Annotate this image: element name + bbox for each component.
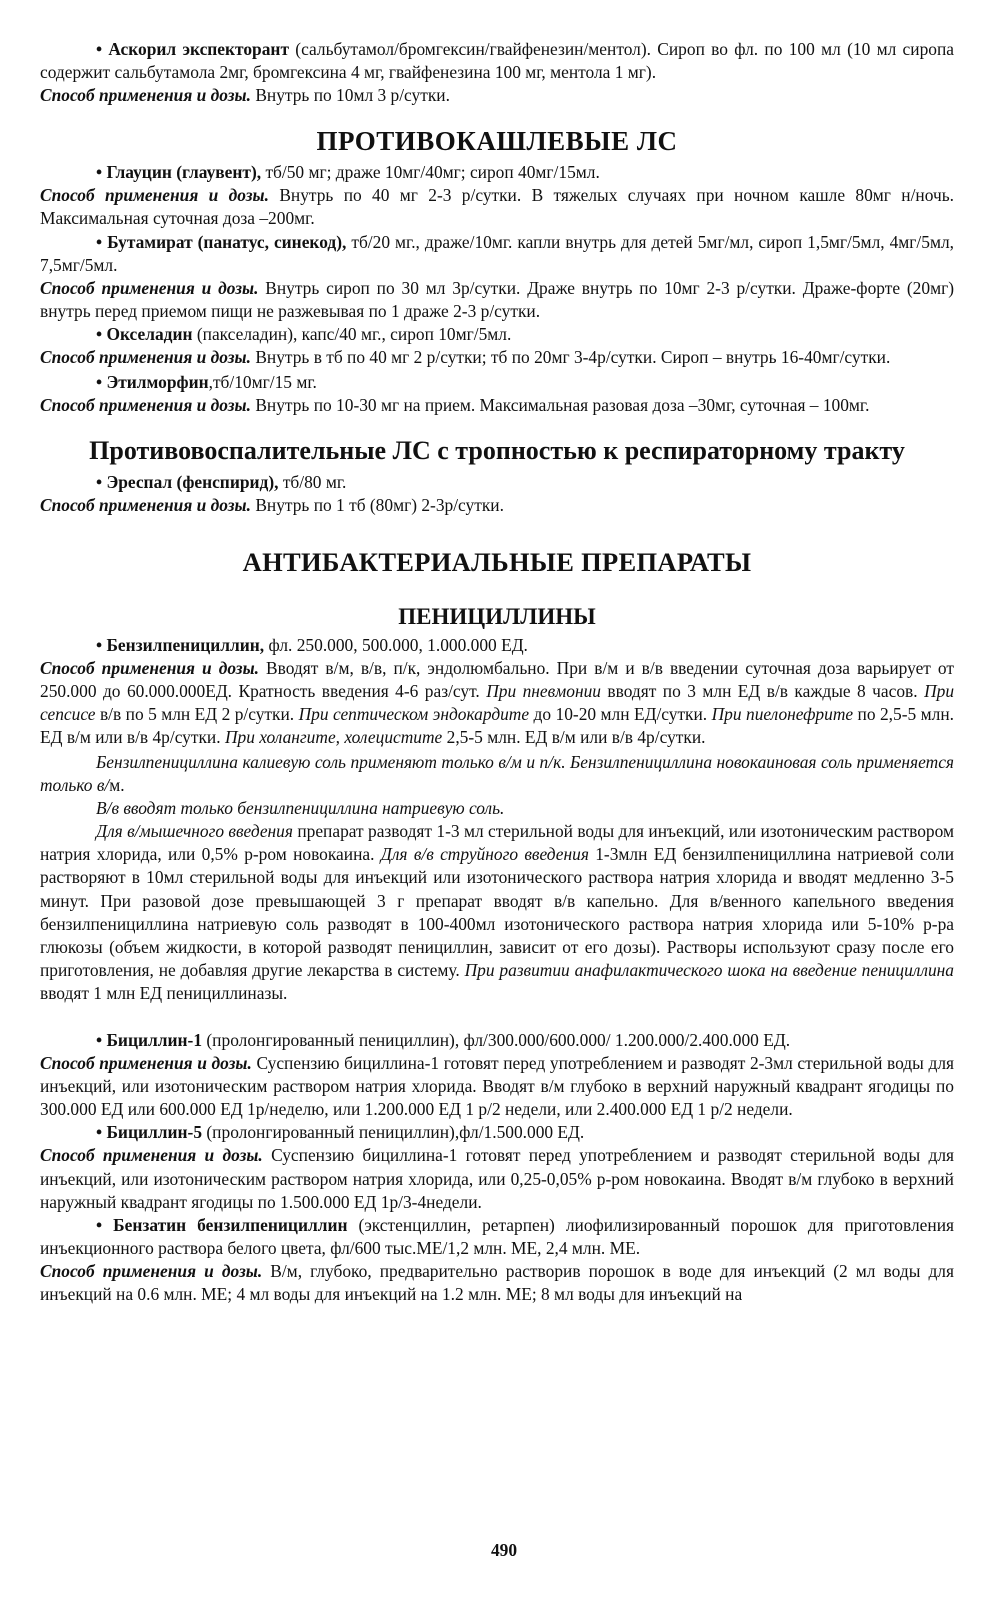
note-iv [40,797,954,820]
drug-description: (пролонгированный пенициллин), фл/300.000/600.000/ 1.200.000/2.400.000 ЕД. [202,1030,791,1050]
drug-entry-ascoril [40,38,954,84]
usage-paragraph [40,657,954,749]
usage-label: Способ применения и дозы. [40,347,251,368]
usage-label: Способ применения и дозы. [40,1260,263,1281]
drug-name: Бензатин бензилпенициллин [113,1214,348,1235]
drug-entry-ethylmorphine [40,371,954,394]
usage-paragraph [40,346,954,369]
drug-description: тб/80 мг. [278,472,347,493]
note-text: Бензилпенициллина калиевую соль применяют только в/м и п/к. Бензилпенициллина новокаиновая соль применяется только в/ [40,751,954,796]
usage-text: Вводят в/м, в/в, п/к, эндолюмбально. При в/м и в/в введении суточная доза варьирует от 250.000 до 60.000.000ЕД. Кратность введения 4-6 раз/сут. [40,657,955,701]
usage-paragraph [40,277,954,323]
usage-label: Способ применения и дозы. [40,395,251,416]
drug-description: (пролонгированный пенициллин),фл/1.500.000 ЕД. [202,1122,585,1143]
page-number: 490 [490,1540,518,1560]
drug-entry-bicillin-5 [40,1121,954,1144]
usage-label: Способ применения и дозы. [40,1145,263,1166]
usage-label: Способ применения и дозы. [40,277,259,298]
drug-name: Аскорил экспекторант [108,39,289,59]
usage-label: Способ применения и дозы. [40,85,251,106]
drug-description: тб/20 мг., драже/10мг. капли внутрь для детей 5мг/мл, сироп 1,5мг/5мл, 4мг/5мл, 7,5мг/5мл. [40,231,954,275]
preparation-paragraph [40,820,954,1005]
usage-label: Способ применения и дозы. [40,657,260,678]
drug-description: (пакселадин), капс/40 мг., сироп 10мг/5мл. [192,323,512,344]
usage-label: Способ применения и дозы. [40,1053,252,1074]
page-content [40,38,954,1306]
prep-text: 1-3млн ЕД бензилпенициллина натриевой соли растворяют в 10мл стерильной воды для инъекций или изотонического раствора натрия хлорида и вводят медленно 3-5 минут. При разовой дозе превышающей 3 г препарат вводят в/в капельно. Для в/венного капельного введения бензилпенициллина натриевую соль разводят в 100-400мл изотонического раствора натрия хлорида или 5-10% р-ра глюкозы (объем жидкости, в которой разводят пенициллин, зависит от его дозы). Растворы используют сразу после его приготовления, не добавляя другие лекарства в систему. [40,844,955,980]
drug-entry-benzathine [40,1214,954,1260]
indication-pyelonephritis: При пиелонефрите [711,703,854,724]
indication-pneumonia: При пневмонии [486,680,601,701]
usage-paragraph [40,1052,954,1121]
usage-text: в/в по 5 млн ЕД 2 р/сутки. [95,703,299,724]
usage-text: 2,5-5 млн. ЕД в/м или в/в 4р/сутки. [442,726,706,747]
prep-text: вводят 1 млн ЕД пенициллиназы. [40,982,288,1003]
usage-text: Внутрь по 1 тб (80мг) 2-3р/сутки. [250,495,504,516]
usage-text: Внутрь в тб по 40 мг 2 р/сутки; тб по 20мг 3-4р/сутки. Сироп – внутрь 16-40мг/сутки. [250,347,891,368]
prep-anaphylaxis-label: При развитии анафилактического шока на введение пенициллина [464,959,954,980]
usage-paragraph [40,494,954,517]
indication-cholangitis: При холангите, холецистите [224,726,443,747]
drug-entry-benzylpenicillin [40,634,954,657]
drug-description: фл. 250.000, 500.000, 1.000.000 ЕД. [264,634,528,655]
prep-im-label: Для в/мышечного введения [96,821,293,842]
drug-name: Окселадин [106,323,193,344]
usage-text: Внутрь по 10-30 мг на прием. Максимальная разовая доза –30мг, суточная – 100мг. [250,395,870,416]
usage-label: Способ применения и дозы. [40,185,269,206]
usage-text: В/м, глубоко, предварительно растворив порошок в воде для инъекций (2 мл воды для инъекций на 0.6 млн. МЕ; 4 мл воды для инъекций на 1.2 млн. МЕ; 8 мл воды для инъекций на [40,1260,954,1305]
usage-text: Суспензию бициллина-1 готовят перед употреблением и разводят 2-3мл стерильной воды для инъекций, или изотоническим раствором натрия хлорида. Вводят в/м глубоко в верхний наружный квадрант ягодицы по 300.000 ЕД или 600.000 ЕД 1р/неделю, или 1.200.000 ЕД 1 р/2 недели, или 2.400.000 ЕД 1 р/2 недели. [40,1053,955,1120]
drug-entry-oxeladin [40,323,954,346]
usage-text: Внутрь по 10мл 3 р/сутки. [250,85,450,106]
section-heading-antiinflammatory: Противовоспалительные ЛС с тропностью к респираторному тракту [89,436,905,466]
drug-description: ,тб/10мг/15 мг. [208,372,317,393]
note-salt [40,751,954,797]
usage-text: по 2,5-5 млн. ЕД в/м или в/в 4р/сутки. [40,703,954,747]
usage-paragraph [40,184,954,230]
drug-entry-bicillin-1 [40,1029,954,1052]
usage-paragraph [40,1260,954,1306]
drug-entry-butamirate [40,231,954,277]
indication-sepsis: При сепсисе [40,680,955,724]
drug-description: тб/50 мг; драже 10мг/40мг; сироп 40мг/15мл. [261,162,600,183]
usage-paragraph [40,394,954,417]
drug-name: Бензилпенициллин, [106,634,265,655]
drug-name: Бициллин-5 [106,1122,203,1143]
usage-label: Способ применения и дозы. [40,495,251,516]
indication-endocarditis: При септическом эндокардите [298,703,530,724]
usage-paragraph [40,84,954,107]
note-text-end: м. [109,775,125,796]
subsection-heading-penicillins: ПЕНИЦИЛЛИНЫ [398,603,596,629]
usage-text: Суспензию бициллина-1 готовят перед употреблением и разводят стерильной воды для инъекций, или изотоническим раствором натрия хлорида, или 0,25-0,05% р-ром новокаина. Вводят в/м глубоко в верхний наружный квадрант ягодицы по 1.500.000 ЕД 1р/3-4недели. [40,1145,954,1212]
usage-text: Внутрь сироп по 30 мл 3р/сутки. Драже внутрь по 10мг 2-3 р/сутки. Драже-форте (20мг) внутрь перед приемом пищи не разжевывая по 1 драже 2-3 р/сутки. [40,277,954,321]
section-heading-antibacterial: АНТИБАКТЕРИАЛЬНЫЕ ПРЕПАРАТЫ [242,546,752,577]
prep-text: препарат разводят 1-3 мл стерильной воды для инъекций, или изотоническим раствором натрия хлорида, или 0,5% р-ром новокаина. [40,821,955,865]
drug-description: (сальбутамол/бромгексин/гвайфенезин/ментол). Сироп во фл. по 100 мл (10 мл сиропа содержит сальбутамола 2мг, бромгексина 4 мг, гвайфенезина 100 мг, ментола 1 мг). [40,39,954,83]
drug-description: (экстенциллин, ретарпен) лиофилизированный порошок для приготовления инъекционного раствора белого цвета, фл/600 тыс.МЕ/1,2 млн. МЕ, 2,4 млн. МЕ. [40,1214,954,1258]
usage-text: Внутрь по 40 мг 2-3 р/сутки. В тяжелых случаях при ночном кашле 80мг н/ночь. Максимальная суточная доза –200мг. [40,185,954,229]
usage-paragraph [40,1144,954,1213]
section-heading-antitussive: ПРОТИВОКАШЛЕВЫЕ ЛС [316,126,678,157]
drug-name: Эреспал (фенспирид), [106,472,279,493]
drug-entry-glaucine [40,161,954,184]
drug-name: Этилморфин [106,372,209,393]
drug-name: Глауцин (глаувент), [106,162,262,183]
usage-text: вводят по 3 млн ЕД в/в каждые 8 часов. [600,680,925,701]
prep-iv-label: Для в/в струйного введения [380,844,589,865]
drug-name: Бициллин-1 [106,1030,203,1050]
usage-text: до 10-20 млн ЕД/сутки. [529,703,712,724]
note-text: В/в вводят только бензилпенициллина натриевую соль. [96,798,505,819]
drug-entry-erespal [40,471,954,494]
drug-name: Бутамират (панатус, синекод), [107,231,347,252]
